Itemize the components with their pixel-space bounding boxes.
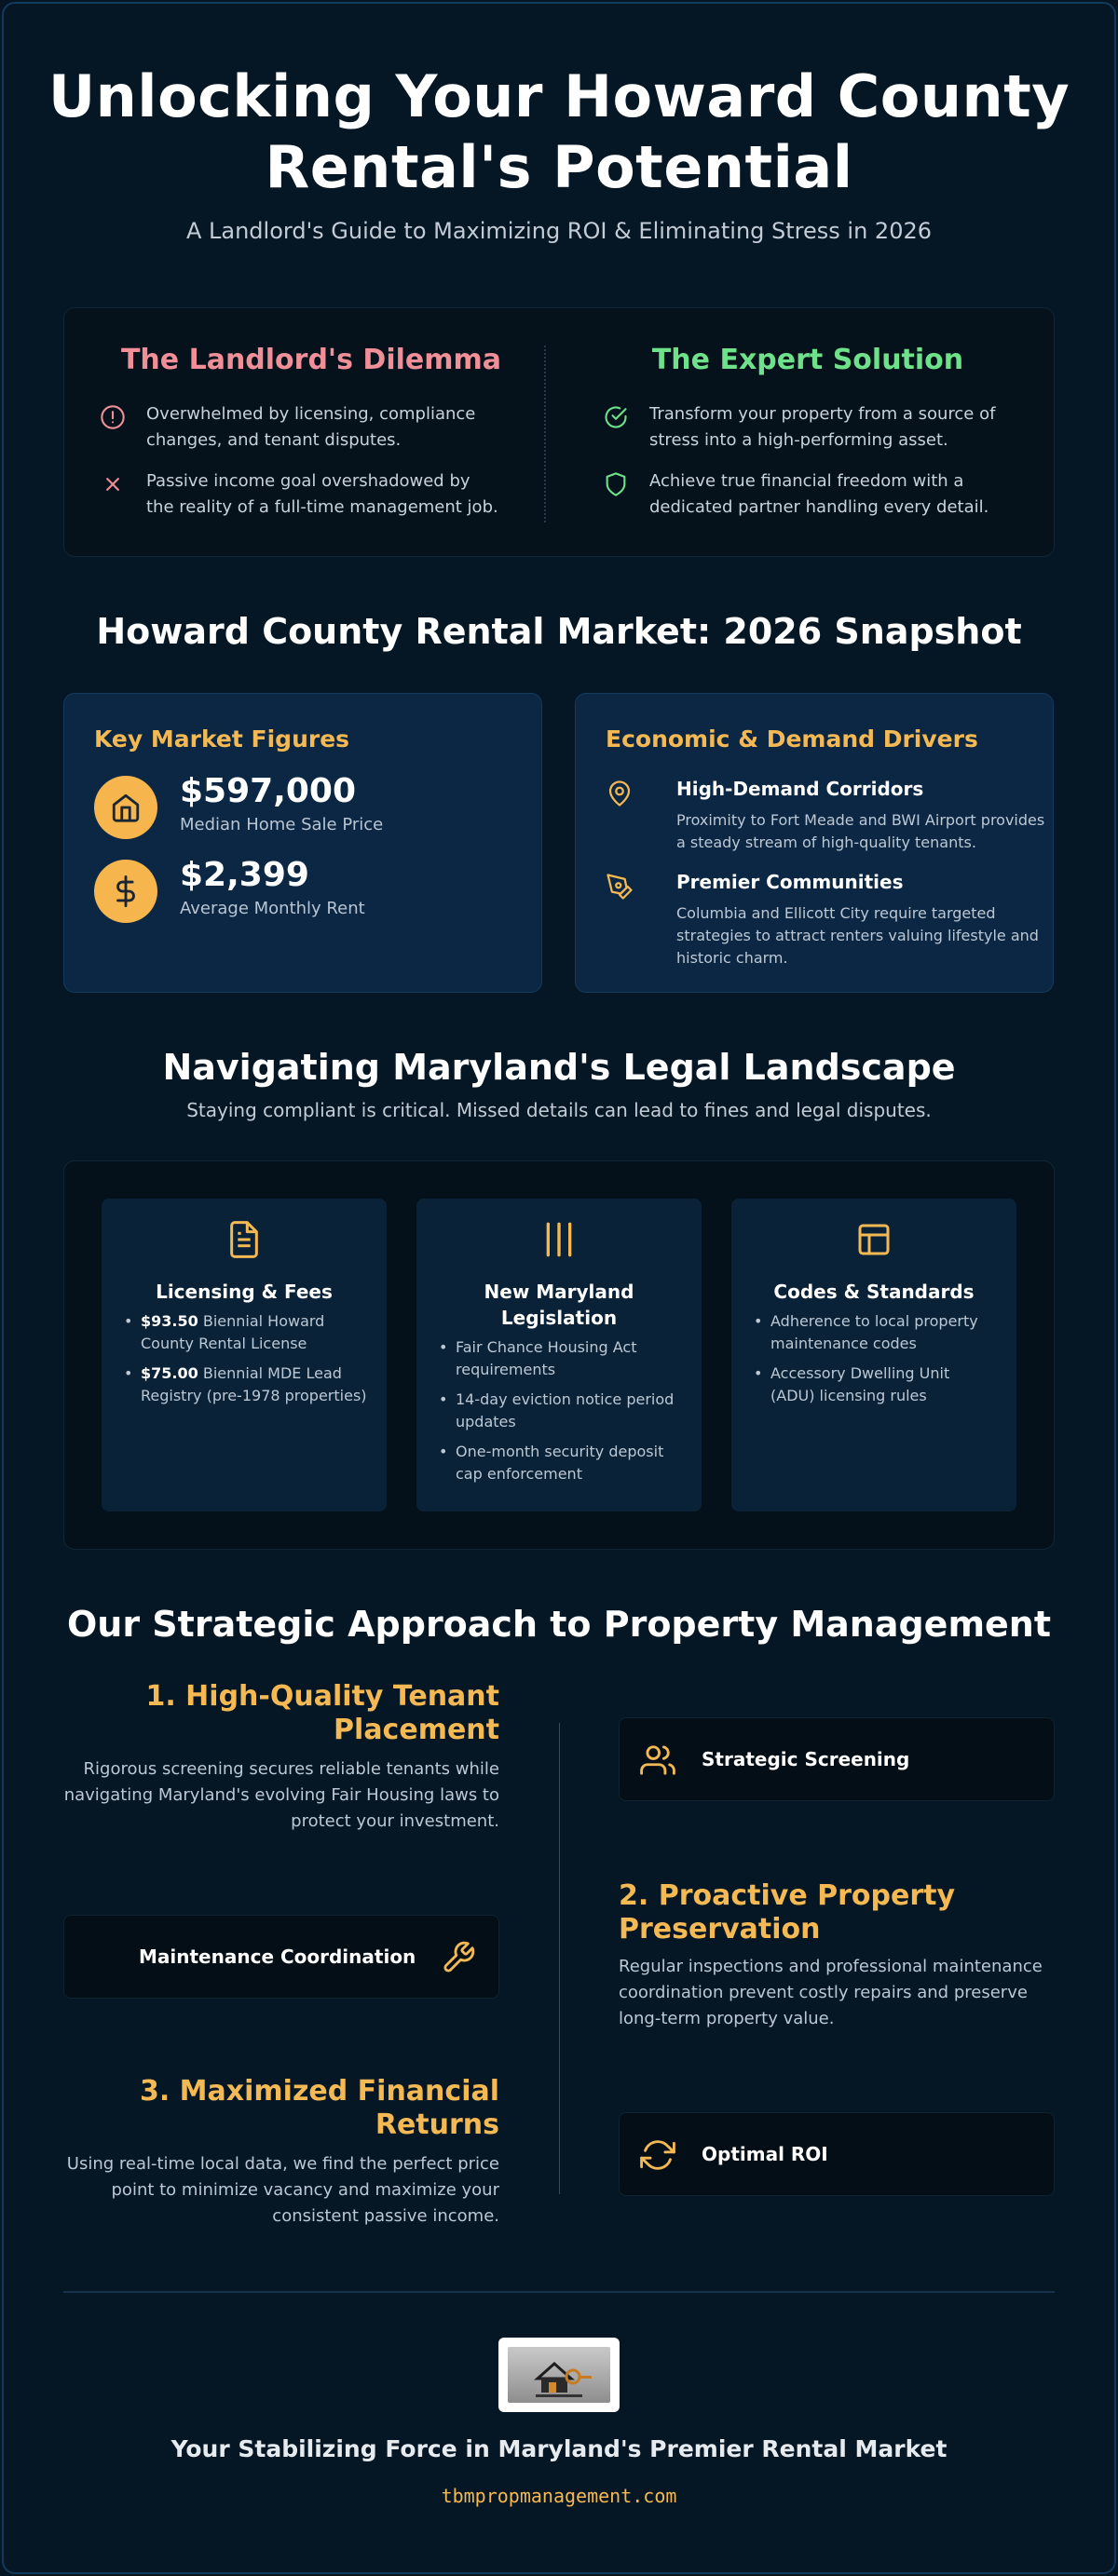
company-logo — [498, 2338, 620, 2412]
solution-item — [603, 401, 1003, 454]
footer-website-link[interactable]: tbmpropmanagement.com — [441, 2485, 677, 2507]
legal-list-item: • 14-day eviction notice period updates — [435, 1389, 683, 1433]
legal-list — [120, 1310, 368, 1415]
pill-label: Strategic Screening — [702, 1748, 910, 1770]
shield-icon — [603, 471, 629, 497]
column-divider — [544, 346, 546, 522]
page-title-line-2: Rental's Potential — [265, 133, 853, 201]
legal-list-item: • One-month security deposit cap enforcement — [435, 1441, 683, 1485]
check-circle-icon — [603, 404, 629, 430]
average-rent-label: Average Monthly Rent — [180, 899, 365, 918]
legal-section-subtitle: Staying compliant is critical. Missed details can lead to fines and legal disputes. — [186, 1099, 932, 1121]
driver-title: High-Demand Corridors — [676, 778, 924, 800]
logo-image — [508, 2347, 610, 2403]
median-price-label: Median Home Sale Price — [180, 815, 384, 834]
dilemma-solution-card — [63, 307, 1055, 557]
driver-text: Proximity to Fort Meade and BWI Airport provides a steady stream of high-quality tenants. — [676, 811, 1045, 851]
map-pin-icon — [606, 780, 634, 807]
step-1-title: 1. High-Quality Tenant Placement — [145, 1680, 499, 1746]
legal-column-codes — [731, 1199, 1016, 1512]
timeline-line — [559, 1723, 560, 2194]
dilemma-item — [100, 468, 500, 521]
pill-label: Maintenance Coordination — [139, 1946, 416, 1968]
legal-panel — [63, 1160, 1055, 1550]
dilemma-item — [100, 401, 500, 454]
solution-item-text: Transform your property from a source of stress into a high-performing asset. — [649, 404, 996, 450]
layout-icon — [855, 1219, 893, 1260]
demand-drivers-card — [575, 693, 1054, 993]
dilemma-item-text: Overwhelmed by licensing, compliance changes, and tenant disputes. — [146, 404, 476, 450]
legal-list-item: • $93.50 Biennial Howard County Rental License — [120, 1310, 368, 1355]
dollar-icon-circle — [94, 860, 157, 923]
document-icon — [225, 1219, 263, 1260]
step-3-text: Using real-time local data, we find the perfect price point to minimize vacancy and maximize your consistent passive income. — [66, 2154, 499, 2226]
x-icon — [100, 471, 126, 497]
footer-tagline: Your Stabilizing Force in Maryland's Premier Rental Market — [170, 2435, 948, 2462]
maintenance-coordination-pill — [63, 1915, 499, 1999]
page-subtitle: A Landlord's Guide to Maximizing ROI & Eliminating Stress in 2026 — [185, 218, 933, 244]
driver-text: Columbia and Ellicott City require targeted strategies to attract renters valuing lifestyle and historic charm. — [676, 904, 1039, 967]
legal-list — [435, 1336, 683, 1493]
wrench-icon — [441, 1940, 476, 1975]
approach-section-title: Our Strategic Approach to Property Management — [66, 1604, 1052, 1645]
page-title-line-1: Unlocking Your Howard County — [48, 62, 1070, 130]
pill-label: Optimal ROI — [702, 2143, 828, 2165]
legal-column-title: Licensing & Fees — [156, 1281, 333, 1303]
step-3-title: 3. Maximized Financial Returns — [139, 2075, 499, 2141]
step-2-title: 2. Proactive Property Preservation — [619, 1879, 956, 1946]
home-icon-circle — [94, 776, 157, 839]
legal-list-item: • Adherence to local property maintenance codes — [750, 1310, 998, 1355]
legal-column-legislation — [416, 1199, 702, 1512]
legal-list-item: • $75.00 Biennial MDE Lead Registry (pre-1978 properties) — [120, 1363, 368, 1407]
dilemma-title: The Landlord's Dilemma — [120, 344, 502, 376]
dollar-icon — [110, 875, 142, 907]
strategic-screening-pill — [619, 1717, 1055, 1801]
legal-list — [750, 1310, 998, 1415]
columns-icon — [540, 1219, 578, 1260]
dilemma-item-text: Passive income goal overshadowed by the reality of a full-time management job. — [146, 471, 498, 517]
legal-column-title: Codes & Standards — [773, 1281, 975, 1303]
page-title — [0, 61, 1118, 203]
driver-title: Premier Communities — [676, 871, 904, 893]
logo-house-icon — [508, 2347, 610, 2403]
optimal-roi-pill — [619, 2112, 1055, 2196]
market-section-title: Howard County Rental Market: 2026 Snapshot — [96, 611, 1022, 652]
step-2-text: Regular inspections and professional maintenance coordination prevent costly repairs and preserve long-term property value. — [619, 1957, 1043, 2028]
median-price-value: $597,000 — [180, 772, 357, 810]
key-figures-card — [63, 693, 542, 993]
refresh-icon — [640, 2137, 675, 2173]
home-icon — [110, 792, 142, 823]
alert-circle-icon — [100, 404, 126, 430]
solution-title: The Expert Solution — [651, 344, 964, 376]
legal-column-licensing — [102, 1199, 387, 1512]
pen-tool-icon — [606, 873, 634, 901]
step-1-text: Rigorous screening secures reliable tenants while navigating Maryland's evolving Fair Housing laws to protect your investment. — [63, 1759, 499, 1831]
solution-item-text: Achieve true financial freedom with a dedicated partner handling every detail. — [649, 471, 989, 517]
users-icon — [640, 1742, 675, 1778]
solution-item — [603, 468, 1003, 521]
key-figures-title: Key Market Figures — [94, 725, 350, 752]
footer-divider — [63, 2291, 1055, 2293]
legal-section-title: Navigating Maryland's Legal Landscape — [162, 1047, 956, 1088]
legal-list-item: • Fair Chance Housing Act requirements — [435, 1336, 683, 1381]
legal-list-item: • Accessory Dwelling Unit (ADU) licensing rules — [750, 1363, 998, 1407]
average-rent-value: $2,399 — [180, 856, 309, 894]
legal-column-title: New Maryland Legislation — [484, 1281, 634, 1329]
demand-drivers-title: Economic & Demand Drivers — [606, 725, 978, 752]
